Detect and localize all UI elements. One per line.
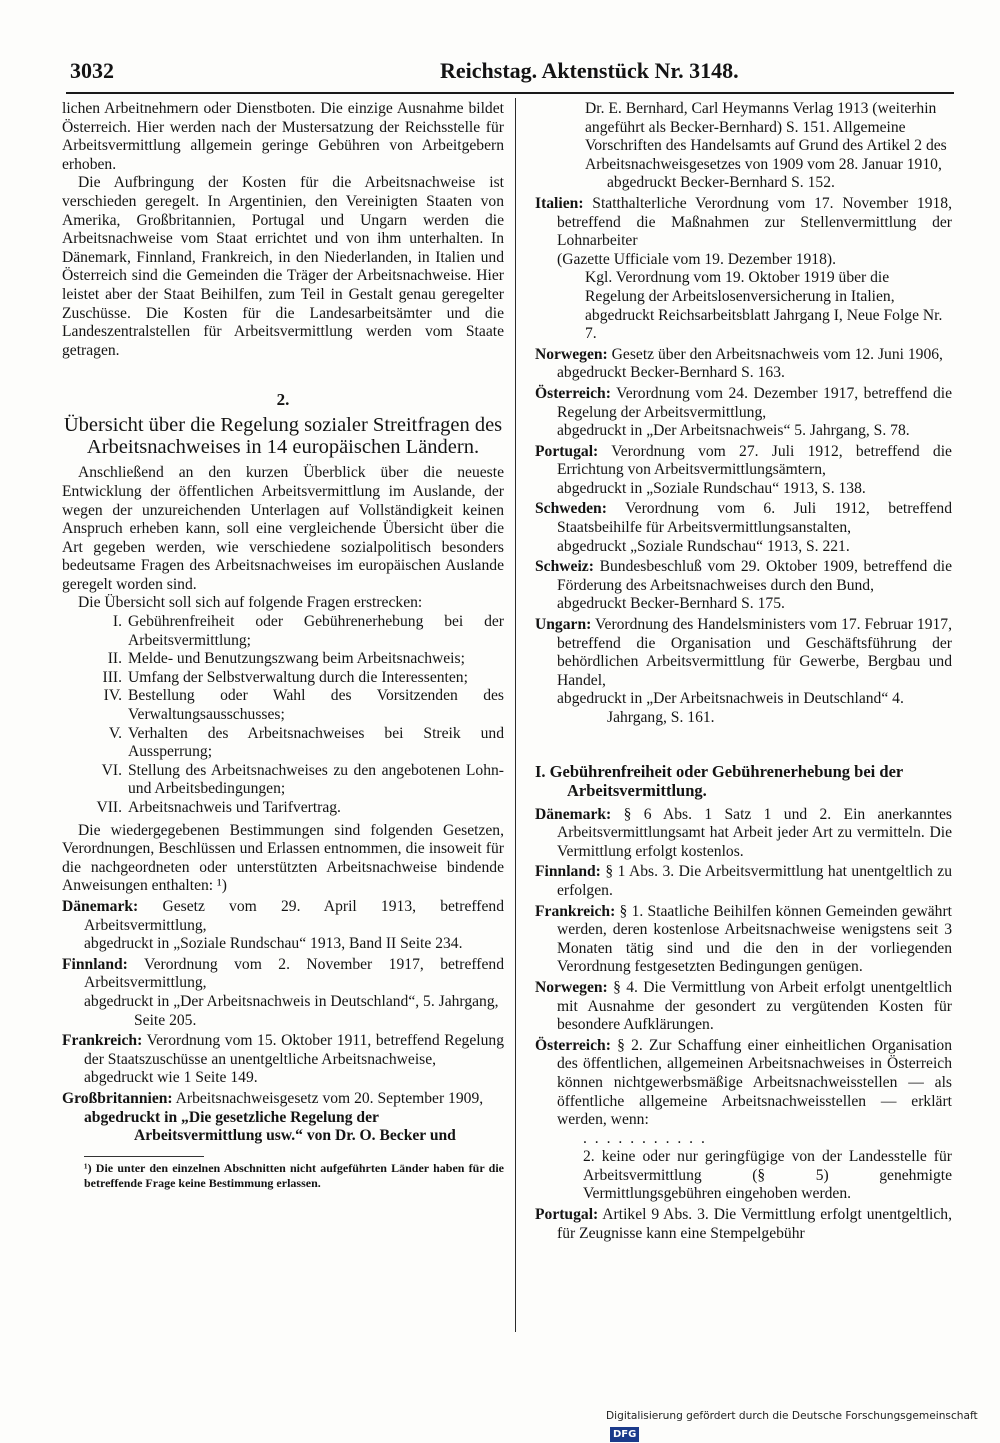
rule-entry: Norwegen: § 4. Die Vermittlung von Arbeit erfolgt unentgeltlich mit Ausnahme der gesondert zu vergütenden Kosten für besondere Aufklärungen. xyxy=(535,978,952,1034)
rule-entry: Frankreich: § 1. Staatliche Beihilfen können Gemeinden gewährt werden, deren kostenlose Arbeitsnachweise wenigstens seit 3 Monaten tätig sind und die den in der vorliegenden Verordnung festgesetzten Bedingungen genügen. xyxy=(535,902,952,976)
page-running-title: Reichstag. Aktenstück Nr. 3148. xyxy=(440,58,739,83)
source-entry-citation: abgedruckt in „Der Arbeitsnachweis“ 5. Jahrgang, S. 78. xyxy=(557,422,910,440)
paragraph-4: Die Übersicht soll sich auf folgende Fragen erstrecken: xyxy=(78,594,423,612)
header-rule xyxy=(66,92,954,94)
condition-item: 2. keine oder nur geringfügige von der Landesstelle für Arbeitsvermittlung (§ 5) genehmigte Vermittlungsgebühren eingehoben werden. xyxy=(583,1148,952,1203)
footnote: ¹) Die unter den einzelnen Abschnitten nicht aufgeführten Länder haben für die betreffende Frage keine Bestimmung erlassen. xyxy=(84,1160,504,1190)
subsection-heading: I. Gebührenfreiheit oder Gebührenerhebung bei der Arbeitsvermittlung. xyxy=(535,761,903,800)
source-entry-citation: abgedruckt in „Soziale Rundschau“ 1913, Band II Seite 234. xyxy=(84,935,463,953)
source-entry: Finnland: Verordnung vom 2. November 1917, betreffend Arbeitsvermittlung, xyxy=(62,955,504,992)
paragraph-5: Die wiedergegebenen Bestimmungen sind folgenden Gesetzen, Verordnungen, Beschlüssen und Erlassen entnommen, die insoweit für die nachgeordneten oder unterstützten Arbeitsnachweise bindende Anweisungen enthalten: ¹) xyxy=(62,821,504,895)
question-item: III. Umfang der Selbstverwaltung durch die Interessenten; xyxy=(102,668,468,686)
continued-citation: Dr. E. Bernhard, Carl Heymanns Verlag 1913 (weiterhin angeführt als Becker-Bernhard) S. 151. Allgemeine Vorschriften des Handelsamts auf Grund des Artikel 2 des Arbeitsnachweisgesetzes von 1909 vom 28. Januar 1910, xyxy=(585,100,947,173)
source-entry-citation: abgedruckt „Soziale Rundschau“ 1913, S. 221. xyxy=(557,537,850,555)
source-entry: Großbritannien: Arbeitsnachweisgesetz vom 20. September 1909, xyxy=(62,1089,484,1107)
source-entry-citation: abgedruckt in „Der Arbeitsnachweis in Deutschland“, 5. Jahrgang, Seite 205. xyxy=(84,992,499,1029)
source-entry: Schweden: Verordnung vom 6. Juli 1912, betreffend Staatsbeihilfe für Arbeitsvermittlungsanstalten, xyxy=(535,500,952,537)
digitization-footer xyxy=(606,1407,996,1440)
source-entry: Italien: Statthalterliche Verordnung vom 17. November 1918, betreffend die Maßnahmen zur Stellenvermittlung der Lohnarbeiter xyxy=(535,194,952,250)
paragraph-1: lichen Arbeitnehmern oder Dienstboten. Die einzige Ausnahme bildet Österreich. Hier werden nach der Mustersatzung der Reichsstelle für Arbeitsvermittlung allgemein geringe Gebühren von Arbeitgebern erhoben. xyxy=(62,100,504,173)
right-column xyxy=(535,100,952,1243)
footnote-rule xyxy=(84,1156,204,1157)
source-entry: Dänemark: Gesetz vom 29. April 1913, betreffend Arbeitsvermittlung, xyxy=(62,897,504,934)
page-number: 3032 xyxy=(70,58,114,83)
rule-entry: Dänemark: § 6 Abs. 1 Satz 1 und 2. Ein anerkanntes Arbeitsvermittlungsamt hat Arbeit jeder Art zu vermitteln. Die Vermittlung erfolgt kostenlos. xyxy=(535,805,952,860)
omission-dots: . . . . . . . . . . . xyxy=(583,1129,707,1147)
source-entry-citation: abgedruckt wie 1 Seite 149. xyxy=(84,1069,258,1087)
paragraph-3: Anschließend an den kurzen Überblick über die neueste Entwicklung der öffentlichen Arbeitsvermittlung im Auslande, der wegen der unzureichenden Unterlagen auf Vollständigkeit keinen Anspruch erheben kann, soll eine vergleichende Übersicht über die Art gegeben werden, wie verschiedene sozialpolitisch besonders bedeutsame Fragen des Arbeitsnachweises im europäischen Auslande geregelt worden sind. xyxy=(62,464,504,593)
source-entry-citation: abgedruckt Becker-Bernhard S. 175. xyxy=(557,595,785,613)
source-entry: Ungarn: Verordnung des Handelsministers vom 17. Februar 1917, betreffend die Organisation und Geschäftsführung der behördlichen Arbeitsvermittlung für Gewerbe, Bergbau und Handel, xyxy=(535,616,952,689)
question-item: V. Verhalten des Arbeitsnachweises bei Streik und Aussperrung; xyxy=(108,724,504,761)
source-entry: Portugal: Verordnung vom 27. Juli 1912, betreffend die Errichtung von Arbeitsvermittlungsämtern, xyxy=(535,442,952,479)
source-entry: Österreich: Verordnung vom 24. Dezember 1917, betreffend die Regelung der Arbeitsvermittlung, xyxy=(535,384,952,421)
rule-entry: Portugal: Artikel 9 Abs. 3. Die Vermittlung erfolgt unentgeltlich, für Zeugnisse kann eine Stempelgebühr xyxy=(535,1206,952,1242)
source-entry-citation: abgedruckt in „Die gesetzliche Regelung der Arbeitsvermittlung usw.“ von Dr. O. Becker und xyxy=(84,1108,456,1145)
footer-text: Digitalisierung gefördert durch die Deutsche Forschungsgemeinschaft xyxy=(606,1410,978,1422)
paragraph-2: Die Aufbringung der Kosten für die Arbeitsnachweise ist verschieden geregelt. In Argentinien, den Vereinigten Staaten von Amerika, Großbritannien, Portugal und Ungarn werden die Arbeitsnachweise vom Staat errichtet und von ihm unterhalten. In Dänemark, Finnland, Frankreich, in den Niederlanden, in Italien und Österreich sind die Gemeinden die Träger der Arbeitsnachweise. Hier leistet aber der Staat Beihilfen, zum Teil in Gestalt genau geregelter Zuschüsse. Die Kosten für die Landesarbeitsämter und die Landeszentralstellen für Arbeitsvermittlung werden vom Staate getragen. xyxy=(62,174,504,359)
continued-citation-sub: abgedruckt Becker-Bernhard S. 152. xyxy=(607,174,835,192)
dfg-logo: DFG xyxy=(610,1427,639,1442)
question-item: II. Melde- und Benutzungszwang beim Arbeitsnachweis; xyxy=(107,650,465,668)
source-entry: Schweiz: Bundesbeschluß vom 29. Oktober 1909, betreffend die Förderung des Arbeitsnachweises durch den Bund, xyxy=(535,558,952,594)
rule-entry: Österreich: § 2. Zur Schaffung einer einheitlichen Organisation des öffentlichen, allgemeinen Arbeitsnachweises in Österreich können nichtgewerbsmäßige Arbeitsnachweisstellen — als öffentliche allgemeine Arbeitsnachweisstellen — erklärt werden, wenn: xyxy=(535,1036,952,1129)
question-list xyxy=(62,613,504,818)
page-header xyxy=(70,58,950,90)
section-number: 2. xyxy=(276,390,290,410)
left-column xyxy=(62,100,504,1191)
rule-entry: Finnland: § 1 Abs. 3. Die Arbeitsvermittlung hat unentgeltlich zu erfolgen. xyxy=(535,863,952,899)
source-entry-citation: abgedruckt in „Soziale Rundschau“ 1913, S. 138. xyxy=(557,479,866,497)
question-item: I. Gebührenfreiheit oder Gebührenerhebung bei der Arbeitsvermittlung; xyxy=(112,613,504,649)
question-item: IV. Bestellung oder Wahl des Vorsitzenden des Verwaltungsausschusses; xyxy=(103,687,504,724)
question-item: VII. Arbeitsnachweis und Tarifvertrag. xyxy=(96,799,341,816)
source-entry-citation: abgedruckt Becker-Bernhard S. 163. xyxy=(557,364,785,382)
source-entry-citation: abgedruckt in „Der Arbeitsnachweis in Deutschland“ 4. Jahrgang, S. 161. xyxy=(557,690,904,726)
source-entry: Norwegen: Gesetz über den Arbeitsnachweis vom 12. Juni 1906, xyxy=(535,345,943,363)
section-title: Übersicht über die Regelung sozialer Streitfragen des Arbeitsnachweises in 14 europäischen Ländern. xyxy=(63,414,503,459)
source-entry-extra: Kgl. Verordnung vom 19. Oktober 1919 über die Regelung der Arbeitslosenversicherung in Italien, abgedruckt Reichsarbeitsblatt Jahrgang I, Neue Folge Nr. 7. xyxy=(585,269,943,343)
column-divider xyxy=(515,98,516,1332)
source-entry: Frankreich: Verordnung vom 15. Oktober 1911, betreffend Regelung der Staatszuschüsse an unentgeltliche Arbeitsnachweise, xyxy=(62,1032,504,1068)
question-item: VI. Stellung des Arbeitsnachweises zu den angebotenen Lohn- und Arbeitsbedingungen; xyxy=(101,761,504,798)
source-entry-citation: (Gazette Ufficiale vom 19. Dezember 1918). xyxy=(557,250,836,268)
